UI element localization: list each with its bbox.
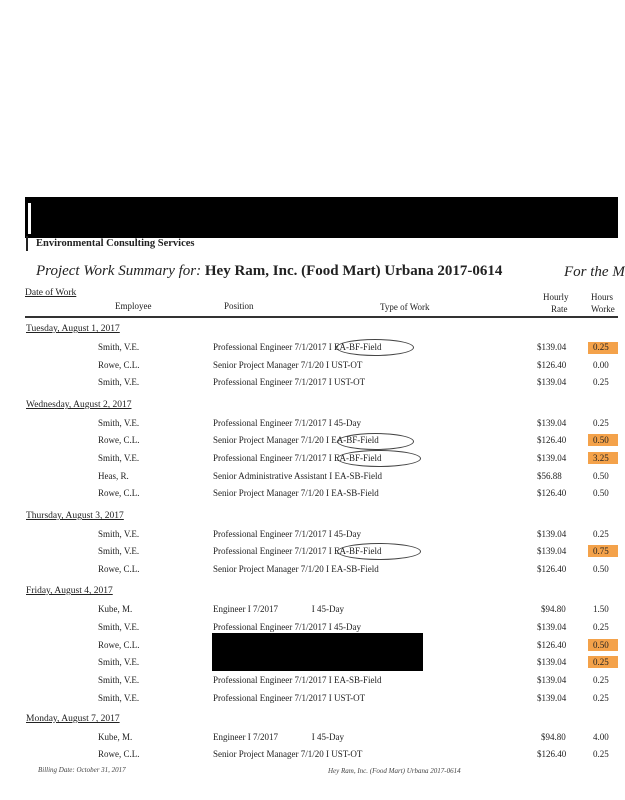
redaction-bar [25, 197, 618, 238]
rate-cell: $139.04 [537, 657, 567, 667]
column-hours-line2: Worke [591, 304, 615, 314]
rate-cell: $126.40 [537, 640, 567, 650]
column-position: Position [224, 301, 254, 311]
rate-cell: $139.04 [537, 453, 567, 463]
hours-cell: 0.25 [593, 675, 609, 685]
employee-cell: Smith, V.E. [98, 657, 140, 667]
hours-cell: 0.25 [593, 657, 609, 667]
section-date: Tuesday, August 1, 2017 [26, 324, 120, 334]
section-date: Monday, August 7, 2017 [26, 714, 120, 724]
rate-cell: $139.04 [537, 418, 567, 428]
hours-cell: 0.25 [593, 622, 609, 632]
column-hourly-rate-line2: Rate [551, 304, 568, 314]
employee-cell: Smith, V.E. [98, 675, 140, 685]
rate-cell: $126.40 [537, 435, 567, 445]
position-cell: Senior Administrative Assistant I EA-SB-Field [213, 471, 383, 481]
position-cell: Professional Engineer 7/1/2017 I EA-BF-Field [213, 453, 382, 463]
hours-cell: 3.25 [593, 453, 609, 463]
rate-cell: $94.80 [541, 732, 566, 742]
position-cell: Professional Engineer 7/1/2017 I UST-OT [213, 377, 366, 387]
employee-cell: Rowe, C.L. [98, 564, 140, 574]
employee-cell: Smith, V.E. [98, 622, 140, 632]
hours-cell: 0.75 [593, 546, 609, 556]
position-cell: Engineer I 7/2017 I 45-Day [213, 732, 344, 742]
rate-cell: $126.40 [537, 749, 567, 759]
hours-cell: 4.00 [593, 732, 609, 742]
rate-cell: $139.04 [537, 675, 567, 685]
section-date: Wednesday, August 2, 2017 [26, 400, 132, 410]
column-employee: Employee [115, 301, 152, 311]
employee-cell: Rowe, C.L. [98, 640, 140, 650]
hours-cell: 0.00 [593, 360, 609, 370]
position-cell: Professional Engineer 7/1/2017 I UST-OT [213, 693, 366, 703]
hours-cell: 0.50 [593, 471, 609, 481]
position-cell: Engineer I 7/2017 I 45-Day [213, 604, 344, 614]
position-cell: Senior Project Manager 7/1/20 I UST-OT [213, 360, 363, 370]
rate-cell: $139.04 [537, 693, 567, 703]
employee-cell: Smith, V.E. [98, 453, 140, 463]
position-cell: Professional Engineer 7/1/2017 I EA-SB-Field [213, 675, 382, 685]
rate-cell: $139.04 [537, 529, 567, 539]
employee-cell: Rowe, C.L. [98, 488, 140, 498]
title-prefix: Project Work Summary for: [36, 263, 202, 279]
column-type-of-work: Type of Work [380, 302, 430, 312]
position-cell: Senior Project Manager 7/1/20 I UST-OT [213, 749, 363, 759]
employee-cell: Kube, M. [98, 732, 133, 742]
hours-cell: 0.25 [593, 529, 609, 539]
hours-cell: 0.25 [593, 693, 609, 703]
hours-cell: 0.25 [593, 418, 609, 428]
position-cell: Senior Project Manager 7/1/20 I EA-BF-Field [213, 435, 379, 445]
page-title [36, 263, 502, 280]
position-cell: Professional Engineer 7/1/2017 I 45-Day [213, 529, 361, 539]
employee-cell: Smith, V.E. [98, 342, 140, 352]
hours-cell: 0.25 [593, 342, 609, 352]
rate-cell: $139.04 [537, 546, 567, 556]
hours-cell: 0.50 [593, 640, 609, 650]
employee-cell: Rowe, C.L. [98, 749, 140, 759]
column-date-of-work: Date of Work [25, 288, 77, 298]
column-hourly-rate-line1: Hourly [543, 292, 569, 302]
rate-cell: $126.40 [537, 360, 567, 370]
header-rule [25, 316, 618, 318]
rate-cell: $56.88 [537, 471, 562, 481]
rate-cell: $126.40 [537, 488, 567, 498]
employee-cell: Smith, V.E. [98, 693, 140, 703]
redaction-box [212, 633, 423, 671]
rate-cell: $139.04 [537, 342, 567, 352]
column-hours-line1: Hours [591, 292, 613, 302]
employee-cell: Smith, V.E. [98, 529, 140, 539]
employee-cell: Smith, V.E. [98, 377, 140, 387]
hours-cell: 0.50 [593, 564, 609, 574]
employee-cell: Smith, V.E. [98, 418, 140, 428]
employee-cell: Kube, M. [98, 604, 133, 614]
rate-cell: $94.80 [541, 604, 566, 614]
position-cell: Professional Engineer 7/1/2017 I 45-Day [213, 622, 361, 632]
section-date: Thursday, August 3, 2017 [26, 511, 124, 521]
employee-cell: Heas, R. [98, 471, 129, 481]
margin-tick [26, 236, 28, 251]
rate-cell: $126.40 [537, 564, 567, 574]
redaction-gap [28, 203, 31, 234]
position-cell: Professional Engineer 7/1/2017 I 45-Day [213, 418, 361, 428]
position-cell: Professional Engineer 7/1/2017 I EA-BF-Field [213, 342, 382, 352]
billing-date: Billing Date: October 31, 2017 [38, 766, 126, 774]
title-right: For the M [564, 264, 625, 280]
company-name: Environmental Consulting Services [36, 238, 195, 249]
position-cell: Senior Project Manager 7/1/20 I EA-SB-Field [213, 564, 379, 574]
hours-cell: 0.25 [593, 377, 609, 387]
section-date: Friday, August 4, 2017 [26, 586, 113, 596]
employee-cell: Rowe, C.L. [98, 435, 140, 445]
employee-cell: Smith, V.E. [98, 546, 140, 556]
title-main: Hey Ram, Inc. (Food Mart) Urbana 2017-0614 [204, 263, 503, 279]
rate-cell: $139.04 [537, 377, 567, 387]
position-cell: Professional Engineer 7/1/2017 I EA-BF-Field [213, 546, 382, 556]
hours-cell: 0.50 [593, 488, 609, 498]
position-cell: Senior Project Manager 7/1/20 I EA-SB-Field [213, 488, 379, 498]
hours-cell: 0.25 [593, 749, 609, 759]
hours-cell: 1.50 [593, 604, 609, 614]
employee-cell: Rowe, C.L. [98, 360, 140, 370]
rate-cell: $139.04 [537, 622, 567, 632]
hours-cell: 0.50 [593, 435, 609, 445]
footer-project: Hey Ram, Inc. (Food Mart) Urbana 2017-0614 [328, 767, 461, 775]
